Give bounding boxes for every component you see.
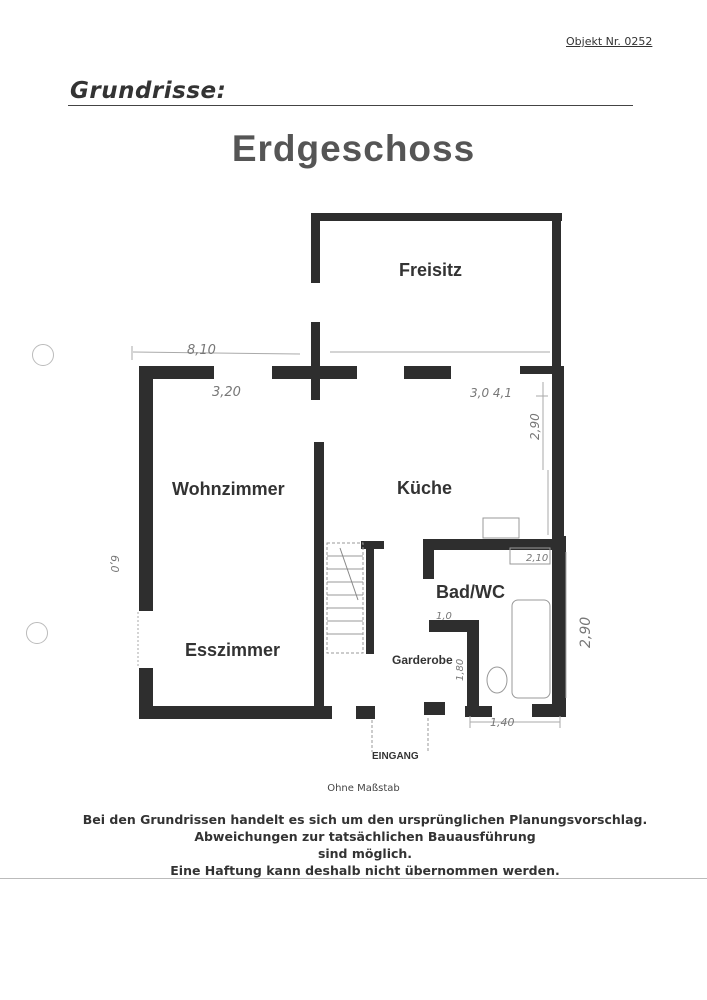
- dimension-garderobe-inner: 1,80: [455, 658, 466, 681]
- wall: [404, 366, 451, 379]
- room-label-garderobe: Garderobe: [392, 653, 453, 667]
- dimension-garderobe-small: 1,0: [436, 611, 452, 622]
- wall: [552, 213, 561, 373]
- dimension-line: [133, 352, 300, 354]
- dimension-kitchen-width: 3,0 4,1: [470, 386, 512, 400]
- wall: [552, 366, 564, 536]
- dimension-bath-depth: 2,90: [578, 616, 594, 648]
- wall: [552, 536, 566, 717]
- disclaimer-line: sind möglich.: [317, 846, 413, 861]
- room-label-bad: Bad/WC: [436, 582, 505, 602]
- dimension-lines: [132, 346, 566, 728]
- object-number: Objekt Nr. 0252: [566, 35, 653, 48]
- wall: [311, 213, 562, 221]
- entrance-label: EINGANG: [372, 751, 419, 762]
- wall: [311, 322, 320, 400]
- room-label-freisitz: Freisitz: [399, 260, 463, 280]
- wall: [314, 442, 324, 708]
- wall: [311, 213, 320, 283]
- room-label-wohnzimmer: Wohnzimmer: [172, 479, 285, 499]
- wall: [423, 539, 434, 579]
- wall: [356, 706, 375, 719]
- page-edge-line: [0, 878, 707, 879]
- sink-unit: [483, 518, 519, 538]
- disclaimer-line: Abweichungen zur tatsächlichen Bauausführung: [194, 829, 536, 844]
- dimension-living-width: 3,20: [212, 385, 241, 400]
- room-label-esszimmer: Esszimmer: [185, 640, 281, 660]
- toilet: [487, 667, 507, 693]
- wall: [424, 702, 445, 715]
- bathtub: [512, 600, 550, 698]
- wall: [139, 366, 153, 611]
- wall: [272, 366, 357, 379]
- wall: [467, 620, 479, 717]
- disclaimer-line: Eine Haftung kann deshalb nicht übernommen werden.: [170, 863, 560, 878]
- staircase: [327, 543, 363, 653]
- room-label-kueche: Küche: [397, 478, 453, 498]
- scale-note: Ohne Maßstab: [327, 783, 400, 794]
- disclaimer: [40, 811, 690, 879]
- dimension-left-depth: 6,0: [108, 555, 121, 573]
- disclaimer-line: Bei den Grundrissen handelt es sich um den ursprünglichen Planungsvorschlag.: [82, 812, 648, 827]
- section-heading: Grundrisse:: [70, 78, 227, 104]
- dimension-overall-width: 8,10: [187, 343, 216, 358]
- entrance-marks: [372, 718, 428, 752]
- floor-title: Erdgeschoss: [231, 128, 476, 169]
- wall: [366, 541, 374, 654]
- dimension-bath-width: 2,10: [526, 553, 549, 564]
- dimension-bottom-width: 1,40: [490, 716, 515, 729]
- wall: [139, 706, 332, 719]
- dimension-kitchen-depth: 2,90: [528, 413, 542, 440]
